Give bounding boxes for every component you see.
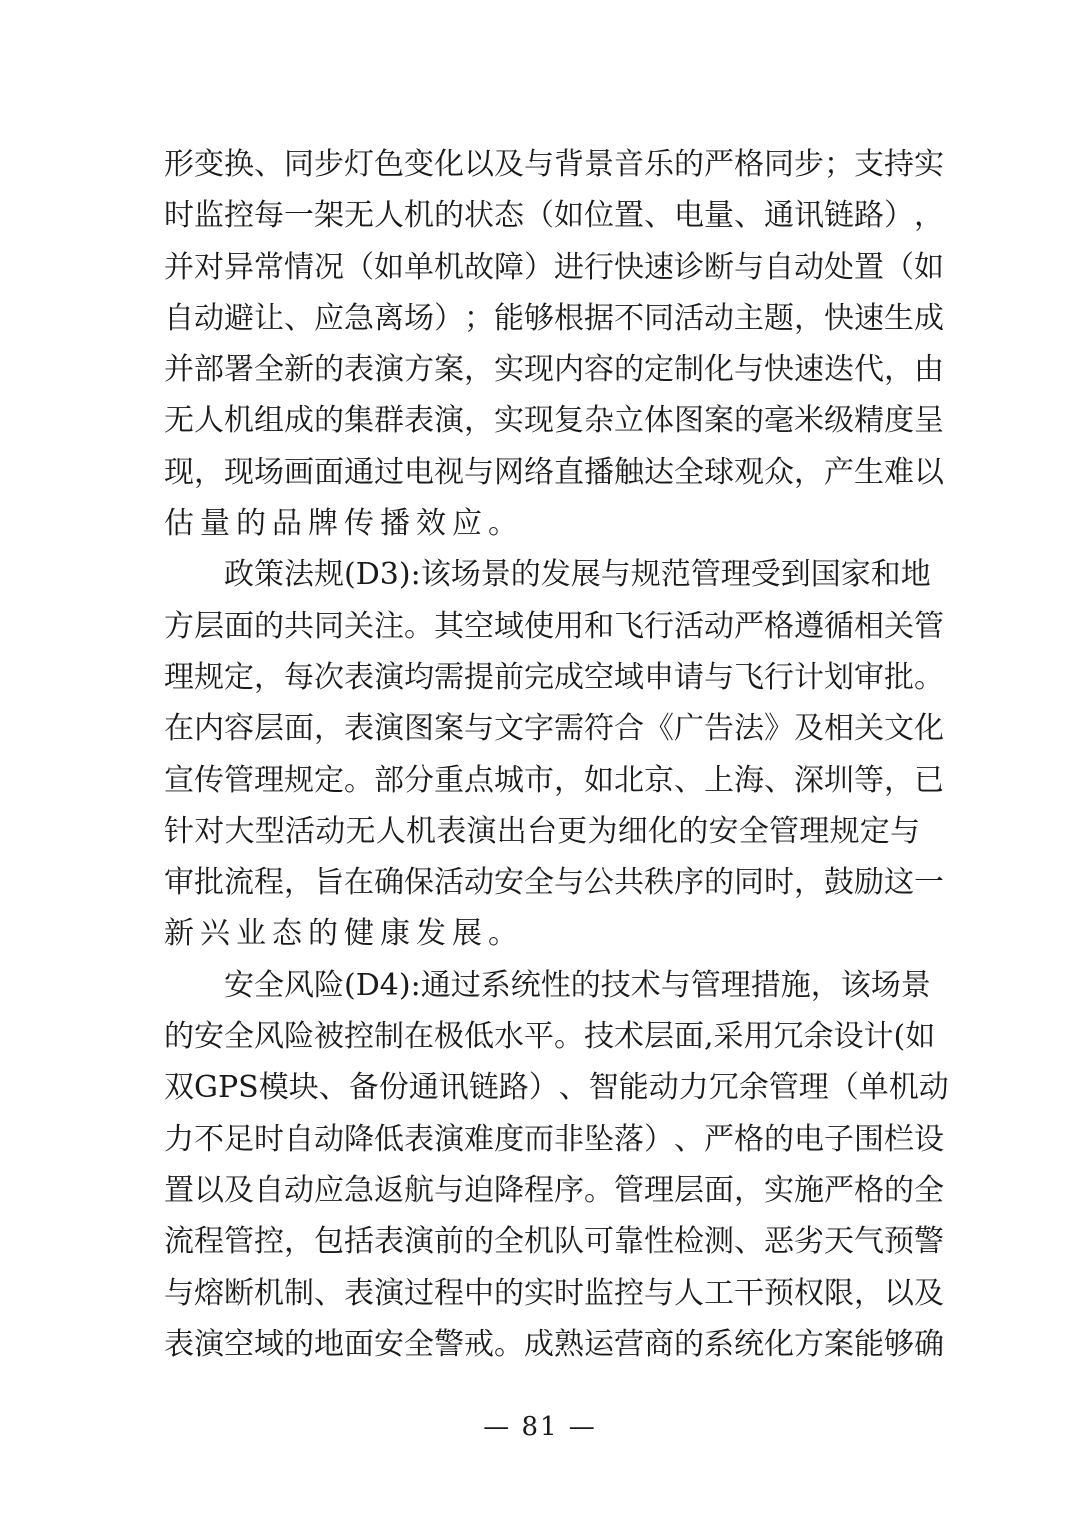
text-line: 与 熔 断 机 制 、 表 演 过 程 中 的 实 时 监 控 与 人 工 干 预 权 限 ， 以 及 bbox=[164, 1275, 944, 1311]
text-line: 双 GPS 模 块 、 备 份 通 讯 链 路 ） 、 智 能 动 力 冗 余 管 理 （ 单 机 动 bbox=[164, 1070, 949, 1106]
text-line: 宣 传 管 理 规 定 。 部 分 重 点 城 市 ， 如 北 京 、 上 海 、 深 圳 等 ， 已 bbox=[164, 762, 944, 798]
paragraph bbox=[164, 139, 944, 549]
text-line: 并 部 署 全 新 的 表 演 方 案 ， 实 现 内 容 的 定 制 化 与 快 速 迭 代 ， 由 bbox=[164, 352, 944, 388]
page-number: — 81 — bbox=[483, 1412, 597, 1442]
text-line: 方 层 面 的 共 同 关 注 。 其 空 域 使 用 和 飞 行 活 动 严 格 遵 循 相 关 管 bbox=[164, 608, 944, 644]
paragraph bbox=[164, 960, 949, 1370]
text-line: 审 批 流 程 ， 旨 在 确 保 活 动 安 全 与 公 共 秩 序 的 同 时 ， 鼓 励 这 一 bbox=[164, 865, 944, 901]
text-line: 在 内 容 层 面 ， 表 演 图 案 与 文 字 需 符 合 《 广 告 法 》 及 相 关 文 化 bbox=[164, 711, 944, 747]
text-line: 现 ， 现 场 画 面 通 过 电 视 与 网 络 直 播 触 达 全 球 观 众 ， 产 生 难 以 bbox=[164, 454, 944, 490]
text-line: 表 演 空 域 的 地 面 安 全 警 戒 。 成 熟 运 营 商 的 系 统 化 方 案 能 够 确 bbox=[164, 1326, 944, 1362]
text-line: 自 动 避 让 、 应 急 离 场 ） ； 能 够 根 据 不 同 活 动 主 题 ， 快 速 生 成 bbox=[164, 300, 944, 336]
text-line: 新兴业态的健康发展。 bbox=[164, 916, 524, 952]
text-line: 无 人 机 组 成 的 集 群 表 演 ， 实 现 复 杂 立 体 图 案 的 毫 米 级 精 度 呈 bbox=[164, 403, 944, 439]
text-line: 并 对 异 常 情 况 （ 如 单 机 故 障 ） 进 行 快 速 诊 断 与 自 动 处 置 （ 如 bbox=[164, 249, 944, 285]
text-line: 置 以 及 自 动 应 急 返 航 与 迫 降 程 序 。 管 理 层 面 ， 实 施 严 格 的 全 bbox=[164, 1172, 944, 1208]
text-line: 安 全 风 险 ( D4 ) : 通 过 系 统 性 的 技 术 与 管 理 措 施 ， 该 场 景 bbox=[224, 967, 931, 1003]
text-line: 政 策 法 规 ( D3 ) : 该 场 景 的 发 展 与 规 范 管 理 受 到 国 家 和 地 bbox=[224, 557, 931, 593]
text-line: 力 不 足 时 自 动 降 低 表 演 难 度 而 非 坠 落 ） 、 严 格 的 电 子 围 栏 设 bbox=[164, 1121, 944, 1157]
text-line: 时 监 控 每 一 架 无 人 机 的 状 态 （ 如 位 置 、 电 量 、 通 讯 链 路 ） ， bbox=[164, 198, 944, 234]
text-line: 的 安 全 风 险 被 控 制 在 极 低 水 平 。 技 术 层 面 , 采 用 冗 余 设 计 ( 如 bbox=[164, 1019, 936, 1055]
text-line: 理 规 定 ， 每 次 表 演 均 需 提 前 完 成 空 域 申 请 与 飞 行 计 划 审 批 。 bbox=[164, 659, 944, 695]
text-line: 形 变 换 、 同 步 灯 色 变 化 以 及 与 背 景 音 乐 的 严 格 同 步 ； 支 持 实 bbox=[164, 147, 944, 182]
paragraph bbox=[164, 549, 944, 959]
body-text bbox=[164, 139, 949, 1370]
text-line: 流 程 管 控 ， 包 括 表 演 前 的 全 机 队 可 靠 性 检 测 、 恶 劣 天 气 预 警 bbox=[164, 1224, 944, 1260]
text-line: 估量的品牌传播效应。 bbox=[164, 506, 524, 542]
text-line: 针 对 大 型 活 动 无 人 机 表 演 出 台 更 为 细 化 的 安 全 管 理 规 定 与 bbox=[164, 813, 920, 849]
